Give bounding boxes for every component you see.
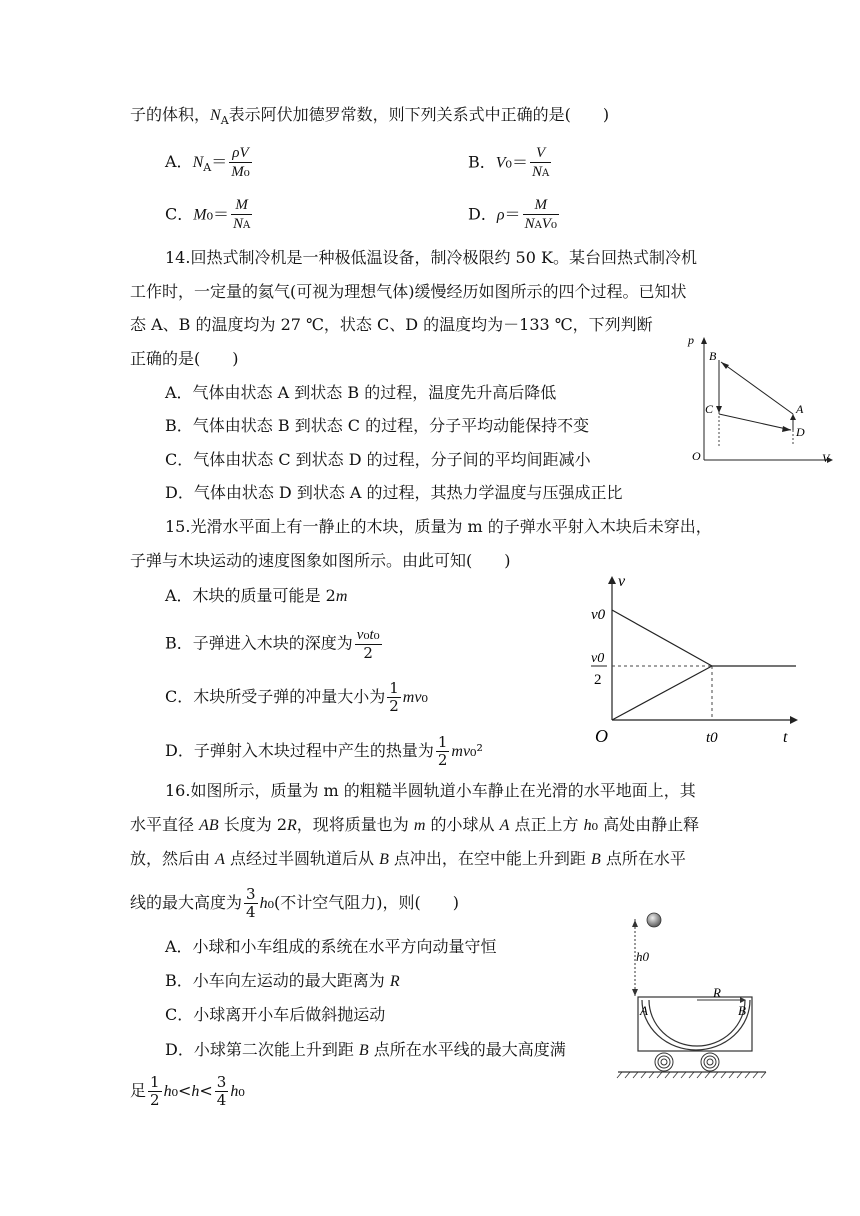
q15-option-a: A．木块的质量可能是 2m [165, 586, 348, 605]
q16-line4: 线的最大高度为 $\frac{3}{4}$ h₀(不计空气阻力)，则( ) [130, 885, 459, 921]
q13-option-d: D．ρ＝ $\frac{M}{\text{NAV₀}}$ [468, 197, 557, 232]
q14-line2: 工作时，一定量的氦气(可视为理想气体)缓慢经历如图所示的四个过程。已知状 [130, 282, 687, 301]
q14-point-a: A [796, 402, 804, 416]
q14-option-c: C．气体由状态 C 到状态 D 的过程，分子间的平均间距减小 [165, 450, 591, 469]
q15-vt-graph [585, 570, 800, 750]
q16-option-d-cont: 足 $\frac{1}{2}$ h₀<h< $\frac{3}{4}$ h₀ [130, 1073, 245, 1109]
q16-ball [647, 913, 661, 927]
q14-pv-diagram [685, 332, 835, 467]
q14-origin-label: O [692, 449, 701, 463]
q16-line3: 放，然后由 A 点经过半圆轨道后从 B 点冲出，在空中能上升到距 B 点所在水平 [130, 849, 686, 868]
q14-v-label: V [822, 451, 830, 465]
q16-option-c: C．小球离开小车后做斜抛运动 [165, 1005, 386, 1024]
q15-half-v0-den: 2 [594, 672, 602, 688]
q15-v-label: v [618, 573, 626, 590]
q16-line2: 水平直径 AB 长度为 2R，现将质量也为 m 的小球从 A 点正上方 h₀ 高处由静止释 [130, 815, 700, 834]
q15-option-b: B．子弹进入木块的深度为 $\frac{\text{v₀t₀}}{2}$ [165, 625, 380, 662]
q16-wheel-right [701, 1053, 719, 1071]
q16-option-b: B．小车向左运动的最大距离为 R [165, 971, 400, 990]
q14-line-cd [719, 414, 791, 430]
q15-line1: 15.光滑水平面上有一静止的木块，质量为 m 的子弹水平射入木块后未穿出， [165, 517, 712, 536]
q14-line3: 态 A、B 的温度均为 27 ℃，状态 C、D 的温度均为－133 ℃，下列判断 [130, 315, 653, 334]
q15-t0-label: t0 [706, 730, 718, 746]
q15-t-label: t [783, 729, 788, 746]
q14-line-ab [721, 362, 793, 414]
q15-origin-label: O [595, 726, 608, 746]
q13-option-c: C．M₀＝ $\frac{M}{NA}$ [165, 197, 251, 232]
q14-point-c: C [705, 402, 714, 416]
q16-h0-label: h0 [636, 949, 649, 964]
q13-stem-tail: 子的体积，$N_A$表示阿伏加德罗常数，则下列关系式中正确的是( ) [130, 105, 610, 128]
q14-option-b: B．气体由状态 B 到状态 C 的过程，分子平均动能保持不变 [165, 416, 590, 435]
q16-b-label: B [738, 1003, 746, 1018]
q16-ground-hatch [617, 1072, 766, 1078]
q16-wheel-left [655, 1053, 673, 1071]
q15-half-v0-num: v0 [591, 651, 605, 666]
q15-bullet-line [612, 610, 712, 666]
q14-p-label: p [688, 333, 694, 347]
q15-block-line [612, 666, 712, 720]
q13-option-a: A．$N_A=$ $\frac{\rho V}{\text{M₀}}$ [165, 145, 250, 180]
q15-line2: 子弹与木块运动的速度图象如图所示。由此可知( ) [130, 551, 511, 570]
q16-option-d: D．小球第二次能上升到距 B 点所在水平线的最大高度满 [165, 1040, 566, 1059]
q16-option-a: A．小球和小车组成的系统在水平方向动量守恒 [165, 937, 497, 956]
q16-cart-diagram [612, 905, 772, 1083]
q15-option-d: D．子弹射入木块过程中产生的热量为 $\frac{1}{2}$ mv₀² [165, 733, 483, 769]
q13-option-b: B．V₀＝ $\frac{V}{NA}$ [468, 145, 550, 180]
q16-r-label: R [713, 985, 721, 1000]
q14-line1: 14.回热式制冷机是一种极低温设备，制冷极限约 50 K。某台回热式制冷机 [165, 248, 697, 267]
q16-line1: 16.如图所示，质量为 m 的粗糙半圆轨道小车静止在光滑的水平地面上，其 [165, 781, 696, 800]
q14-point-b: B [709, 349, 717, 363]
q14-point-d: D [796, 425, 805, 439]
q14-option-d: D．气体由状态 D 到状态 A 的过程，其热力学温度与压强成正比 [165, 483, 623, 502]
q14-option-a: A．气体由状态 A 到状态 B 的过程，温度先升高后降低 [165, 383, 557, 402]
q15-v0-label: v0 [591, 607, 606, 623]
q14-line4: 正确的是( ) [130, 349, 239, 368]
q16-a-label: A [640, 1003, 648, 1018]
q15-option-c: C．木块所受子弹的冲量大小为 $\frac{1}{2}$ mv₀ [165, 679, 428, 715]
